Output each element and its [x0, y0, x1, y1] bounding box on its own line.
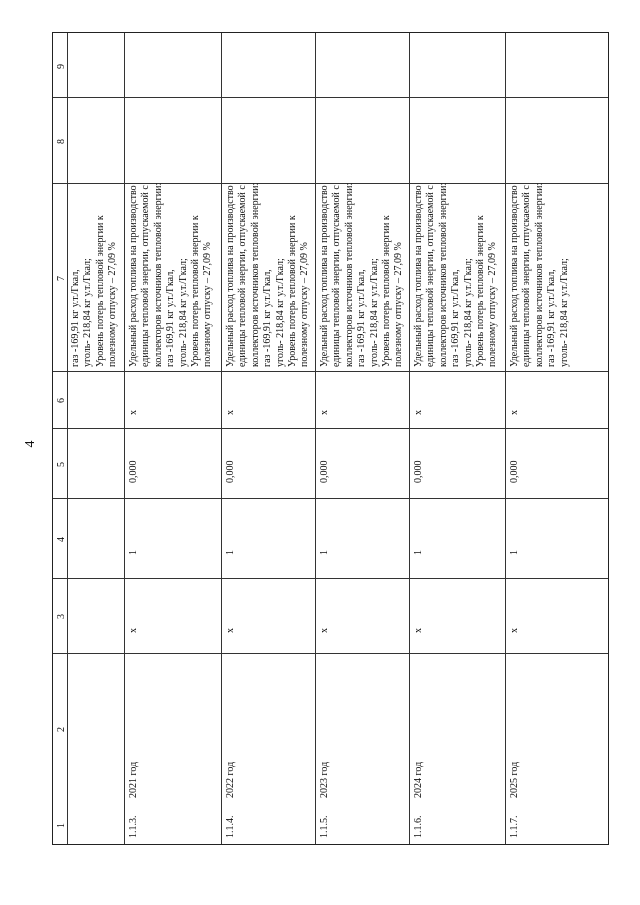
table-row-4-year: 2024 год [413, 761, 424, 798]
table-row-3-col5: 0,000 [319, 460, 330, 483]
table-row-2-requirement-line: Уровень потерь тепловой энергии к [287, 215, 298, 367]
table-row-2-requirement-line: единицы тепловой энергии, отпускаемой с [237, 185, 249, 367]
table-row-2-col3: х [225, 628, 236, 633]
table-row-5-col6: х [509, 410, 520, 415]
continuation-line: Уровень потерь тепловой энергии к [94, 215, 106, 367]
table-row-4-requirement-line: уголь- 218,84 кг у.т./Гкал; [462, 258, 474, 367]
table-row-5-requirement-line: единицы тепловой энергии, отпускаемой с [521, 185, 533, 367]
row-divider [505, 33, 506, 844]
table-row-5-requirement-line: газ -169,91 кг у.т./Гкал, [546, 269, 558, 367]
table-row-1-requirement-line: Удельный расход топлива на производство [128, 185, 139, 367]
table-row-1-col5: 0,000 [128, 460, 139, 483]
table-row-1-col4: 1 [128, 550, 139, 555]
continuation-line: газ -169,91 кг у.т./Гкал, [70, 269, 81, 367]
table-row-5-col5: 0,000 [509, 460, 520, 483]
table-row-3-year: 2023 год [319, 761, 330, 798]
table-row-2-number: 1.1.4. [225, 815, 236, 838]
table-row-4-col3: х [413, 628, 424, 633]
table-row-5-col4: 1 [509, 550, 520, 555]
column-number-7: 7 [56, 276, 67, 281]
table-row-4-requirement-line: полезному отпуску – 27,09 % [487, 242, 499, 367]
table-row-5-requirement-line: Удельный расход топлива на производство [509, 185, 520, 367]
table-row-1-requirement-line: коллекторов источников тепловой энергии: [152, 182, 164, 367]
table-row-5-requirement-line: уголь- 218,84 кг у.т./Гкал; [558, 258, 570, 367]
table-row-1-requirement-line: газ -169,91 кг у.т./Гкал, [165, 269, 177, 367]
table-row-3-requirement-line: Удельный расход топлива на производство [319, 185, 330, 367]
table-row-2-col4: 1 [225, 550, 236, 555]
table-row-4-col5: 0,000 [413, 460, 424, 483]
row-divider [67, 33, 68, 844]
row-divider [409, 33, 410, 844]
column-divider [53, 498, 608, 499]
table-row-2-col5: 0,000 [225, 460, 236, 483]
table-row-5-requirement-line: коллекторов источников тепловой энергии: [533, 182, 545, 367]
row-divider [124, 33, 125, 844]
row-divider [221, 33, 222, 844]
column-number-9: 9 [56, 64, 67, 69]
table-row-5-number: 1.1.7. [509, 815, 520, 838]
table-row-3-requirement-line: газ -169,91 кг у.т./Гкал, [356, 269, 368, 367]
column-number-8: 8 [56, 139, 67, 144]
table-row-3-col3: х [319, 628, 330, 633]
table-row-3-number: 1.1.5. [319, 815, 330, 838]
table-row-1-requirement-line: единицы тепловой энергии, отпускаемой с [140, 185, 152, 367]
table-row-1-year: 2021 год [128, 761, 139, 798]
column-divider [53, 371, 608, 372]
table-row-3-requirement-line: коллекторов источников тепловой энергии: [343, 182, 355, 367]
table-row-3-requirement-line: Уровень потерь тепловой энергии к [381, 215, 392, 367]
table-row-4-col6: х [413, 410, 424, 415]
table-row-3-col6: х [319, 410, 330, 415]
column-number-6: 6 [56, 398, 67, 403]
table-row-3-col4: 1 [319, 550, 330, 555]
table-row-3-requirement-line: уголь- 218,84 кг у.т./Гкал; [368, 258, 380, 367]
row-divider [315, 33, 316, 844]
column-number-5: 5 [56, 462, 67, 467]
table-row-5-year: 2025 год [509, 761, 520, 798]
column-number-3: 3 [56, 614, 67, 619]
page-number: 4 [23, 440, 38, 448]
column-divider [53, 183, 608, 184]
table-row-5-col3: х [509, 628, 520, 633]
column-divider [53, 653, 608, 654]
table-row-2-requirement-line: газ -169,91 кг у.т./Гкал, [262, 269, 274, 367]
table-row-4-requirement-line: коллекторов источников тепловой энергии: [437, 182, 449, 367]
indicators-table [52, 32, 609, 845]
table-row-4-requirement-line: газ -169,91 кг у.т./Гкал, [450, 269, 462, 367]
table-row-4-requirement-line: Удельный расход топлива на производство [413, 185, 424, 367]
column-number-4: 4 [56, 537, 67, 542]
table-row-1-number: 1.1.3. [128, 815, 139, 838]
table-row-1-col6: х [128, 410, 139, 415]
table-row-1-col3: х [128, 628, 139, 633]
table-row-2-requirement-line: коллекторов источников тепловой энергии: [249, 182, 261, 367]
table-row-2-col6: х [225, 410, 236, 415]
table-row-1-requirement-line: полезному отпуску – 27,09 % [202, 242, 214, 367]
table-row-3-requirement-line: единицы тепловой энергии, отпускаемой с [331, 185, 343, 367]
column-divider [53, 428, 608, 429]
table-row-2-year: 2022 год [225, 761, 236, 798]
table-row-2-requirement-line: Удельный расход топлива на производство [225, 185, 236, 367]
table-row-1-requirement-line: Уровень потерь тепловой энергии к [190, 215, 201, 367]
table-row-3-requirement-line: полезному отпуску – 27,09 % [393, 242, 405, 367]
column-number-1: 1 [56, 823, 67, 828]
column-number-2: 2 [56, 727, 67, 732]
table-row-1-requirement-line: уголь- 218,84 кг у.т./Гкал; [177, 258, 189, 367]
column-divider [53, 578, 608, 579]
table-row-4-col4: 1 [413, 550, 424, 555]
table-row-4-requirement-line: единицы тепловой энергии, отпускаемой с [425, 185, 437, 367]
table-row-2-requirement-line: уголь- 218,84 кг у.т./Гкал; [274, 258, 286, 367]
table-row-4-number: 1.1.6. [413, 815, 424, 838]
continuation-line: уголь- 218,84 кг у.т./Гкал; [82, 258, 94, 367]
table-row-2-requirement-line: полезному отпуску – 27,09 % [299, 242, 311, 367]
continuation-line: полезному отпуску – 27,09 % [107, 242, 119, 367]
table-row-4-requirement-line: Уровень потерь тепловой энергии к [475, 215, 486, 367]
column-divider [53, 97, 608, 98]
